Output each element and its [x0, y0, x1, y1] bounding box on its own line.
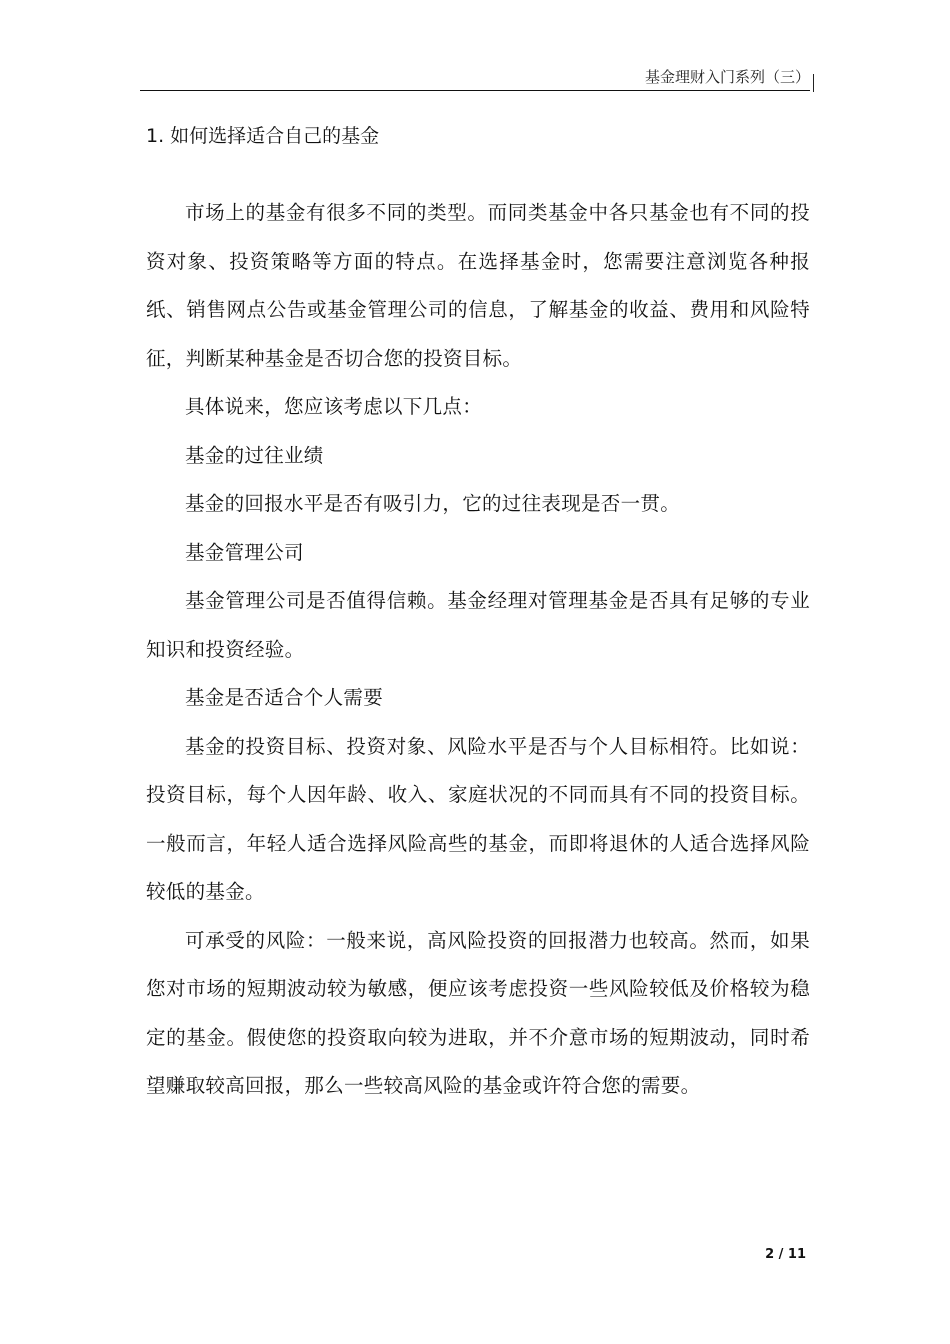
header-corner-mark [813, 74, 814, 92]
subheading-personal-fit: 基金是否适合个人需要 [185, 686, 384, 709]
paragraph-intro: 市场上的基金有很多不同的类型。而同类基金中各只基金也有不同的投资对象、投资策略等方面的特点。在选择基金时，您需要注意浏览各种报纸、销售网点公告或基金管理公司的信息，了解基金的收益、费用和风险特征，判断某种基金是否切合您的投资目标。 [146, 201, 810, 370]
section-title: 1. 如何选择适合自己的基金 [146, 125, 380, 147]
page-header [140, 60, 810, 91]
paragraph-risk-tolerance: 可承受的风险：一般来说，高风险投资的回报潜力也较高。然而，如果您对市场的短期波动较为敏感，便应该考虑投资一些风险较低及价格较为稳定的基金。假使您的投资取向较为进取，并不介意市场的短期波动，同时希望赚取较高回报，那么一些较高风险的基金或许符合您的需要。 [146, 928, 810, 1097]
subheading-fund-company: 基金管理公司 [185, 540, 304, 564]
document-body [146, 189, 810, 1111]
paragraph-fund-company: 基金管理公司是否值得信赖。基金经理对管理基金是否具有足够的专业知识和投资经验。 [146, 589, 810, 661]
header-title: 基金理财入门系列（三） [644, 68, 810, 86]
page-number: 2 / 11 [765, 1247, 806, 1262]
paragraph-past-performance: 基金的回报水平是否有吸引力，它的过往表现是否一贯。 [185, 492, 681, 515]
paragraph-personal-fit: 基金的投资目标、投资对象、风险水平是否与个人目标相符。比如说：投资目标，每个人因年龄、收入、家庭状况的不同而具有不同的投资目标。一般而言，年轻人适合选择风险高些的基金，而即将退休的人适合选择风险较低的基金。 [146, 734, 810, 903]
subheading-past-performance: 基金的过往业绩 [185, 443, 324, 467]
paragraph-considerations-lead: 具体说来，您应该考虑以下几点： [185, 395, 483, 418]
